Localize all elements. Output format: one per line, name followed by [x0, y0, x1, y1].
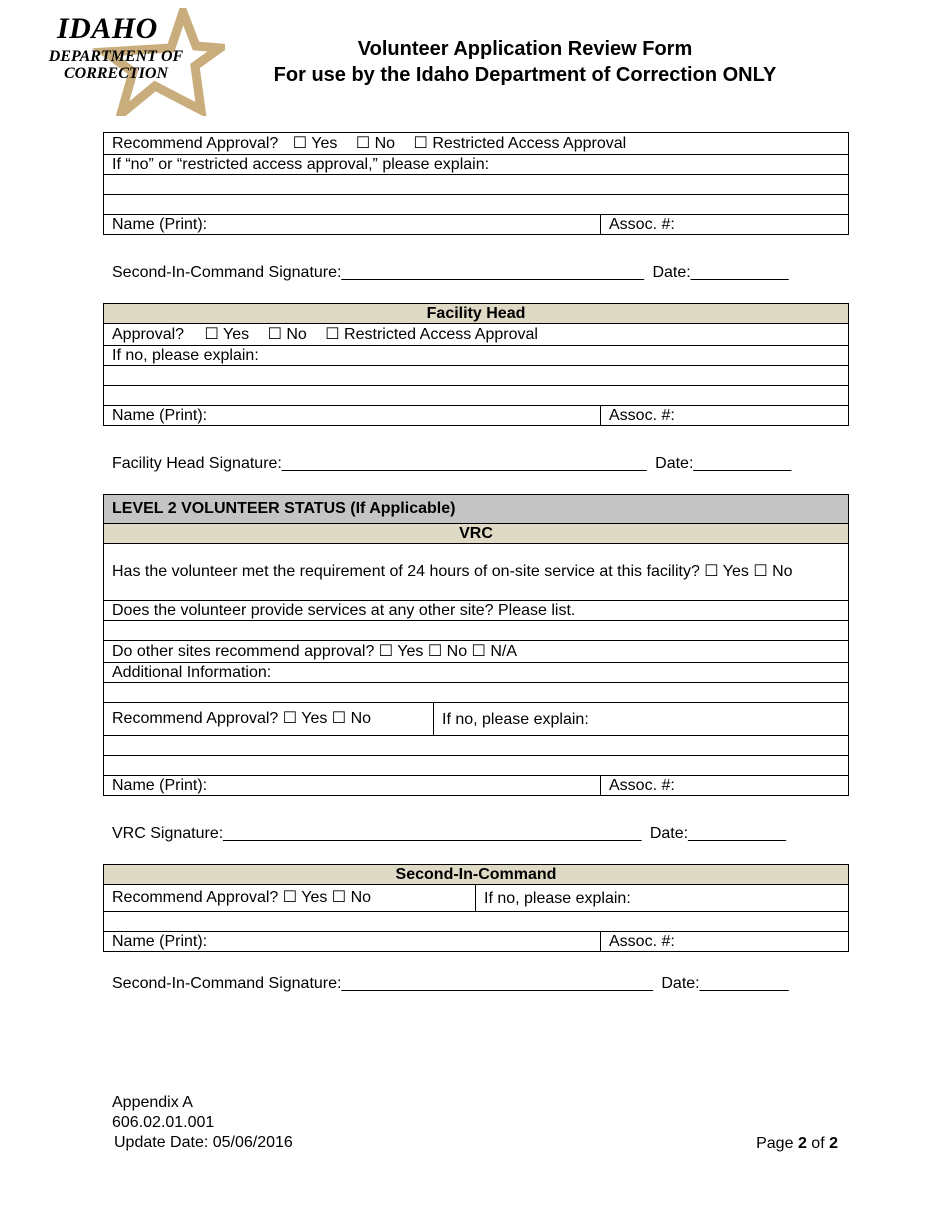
facility-name-field[interactable]: Name (Print):	[104, 406, 601, 426]
facility-signature-label: Facility Head Signature:_________________________________________	[112, 455, 647, 472]
sic-restricted-checkbox[interactable]: ☐ Restricted Access Approval	[413, 135, 627, 152]
sic-explain-line-1[interactable]	[104, 175, 849, 195]
sic-recommend-label: Recommend Approval?	[112, 135, 279, 152]
page-word: Page	[756, 1135, 794, 1152]
page-of: of	[811, 1135, 825, 1152]
facility-approval-row	[104, 324, 849, 346]
sic-date-label: Date:___________	[652, 264, 789, 281]
sic-recommend-row	[104, 133, 849, 155]
sic-final-recommend-row[interactable]: Recommend Approval? ☐ Yes ☐ No	[104, 885, 476, 912]
sic-final-table	[103, 864, 849, 952]
footer-left	[112, 1093, 293, 1153]
sic-yes-checkbox[interactable]: ☐ Yes	[292, 135, 338, 152]
level2-table	[103, 494, 849, 796]
page-header	[240, 36, 810, 88]
sic-final-heading: Second-In-Command	[104, 865, 849, 885]
sic-no-checkbox[interactable]: ☐ No	[355, 135, 396, 152]
facility-no-checkbox[interactable]: ☐ No	[267, 326, 307, 343]
idoc-logo	[25, 8, 225, 116]
vrc-explain-line-1[interactable]	[104, 736, 849, 756]
facility-head-heading: Facility Head	[104, 304, 849, 324]
logo-department-line1: DEPARTMENT OF	[48, 48, 184, 65]
sic-final-explain-line[interactable]	[104, 912, 849, 932]
vrc-subheading: VRC	[104, 524, 849, 544]
page-title: Volunteer Application Review Form	[357, 38, 693, 60]
sic-explain-line-2[interactable]	[104, 195, 849, 215]
page-current: 2	[797, 1135, 807, 1152]
sic-final-date-label: Date:__________	[661, 975, 789, 992]
facility-explain-line-2[interactable]	[104, 386, 849, 406]
sic-final-explain-label: If no, please explain:	[476, 885, 849, 912]
vrc-assoc-field[interactable]: Assoc. #:	[601, 776, 849, 796]
vrc-additional-line[interactable]	[104, 683, 849, 703]
page-subtitle: For use by the Idaho Department of Correction ONLY	[273, 64, 777, 86]
sic-final-assoc-field[interactable]: Assoc. #:	[601, 932, 849, 952]
vrc-other-sites-question: Does the volunteer provide services at any other site? Please list.	[104, 601, 849, 621]
facility-explain-label: If no, please explain:	[104, 346, 849, 366]
vrc-signature-line[interactable]	[112, 825, 786, 843]
logo-department-line2: CORRECTION	[63, 65, 169, 82]
footer-policy-number: 606.02.01.001	[112, 1114, 215, 1131]
sic-assoc-field[interactable]: Assoc. #:	[601, 215, 849, 235]
logo-department	[31, 48, 201, 82]
vrc-other-recommend-question[interactable]: Do other sites recommend approval? ☐ Yes ☐ No ☐ N/A	[104, 641, 849, 663]
sic-review-table	[103, 132, 849, 235]
sic-final-signature-label: Second-In-Command Signature:___________________________________	[112, 975, 653, 992]
facility-approval-label: Approval?	[112, 326, 185, 343]
vrc-other-sites-line[interactable]	[104, 621, 849, 641]
vrc-name-field[interactable]: Name (Print):	[104, 776, 601, 796]
footer-appendix: Appendix A	[112, 1094, 193, 1111]
page-total: 2	[829, 1135, 838, 1152]
facility-restricted-checkbox[interactable]: ☐ Restricted Access Approval	[325, 326, 538, 343]
footer-update-date: Update Date: 05/06/2016	[114, 1134, 293, 1151]
sic-signature-label: Second-In-Command Signature:__________________________________	[112, 264, 644, 281]
sic-final-signature-line[interactable]	[112, 975, 789, 993]
facility-assoc-field[interactable]: Assoc. #:	[601, 406, 849, 426]
vrc-date-label: Date:___________	[649, 825, 786, 842]
vrc-recommend-row[interactable]: Recommend Approval? ☐ Yes ☐ No	[104, 703, 434, 736]
vrc-hours-question[interactable]: Has the volunteer met the requirement of 24 hours of on-site service at this facility? ☐ Yes ☐ No	[104, 544, 849, 601]
vrc-signature-label: VRC Signature:_______________________________________________	[112, 825, 642, 842]
level2-heading: LEVEL 2 VOLUNTEER STATUS (If Applicable)	[104, 495, 849, 524]
facility-signature-line[interactable]	[112, 455, 791, 473]
sic-explain-label: If “no” or “restricted access approval,” please explain:	[104, 155, 849, 175]
page-number	[756, 1134, 838, 1154]
sic-name-field[interactable]: Name (Print):	[104, 215, 601, 235]
facility-head-table	[103, 303, 849, 426]
vrc-explain-label: If no, please explain:	[434, 703, 849, 736]
facility-yes-checkbox[interactable]: ☐ Yes	[204, 326, 250, 343]
facility-explain-line-1[interactable]	[104, 366, 849, 386]
vrc-additional-label: Additional Information:	[104, 663, 849, 683]
vrc-explain-line-2[interactable]	[104, 756, 849, 776]
sic-signature-line[interactable]	[112, 264, 789, 282]
sic-final-name-field[interactable]: Name (Print):	[104, 932, 601, 952]
facility-date-label: Date:___________	[655, 455, 792, 472]
logo-brand: IDAHO	[57, 12, 158, 45]
